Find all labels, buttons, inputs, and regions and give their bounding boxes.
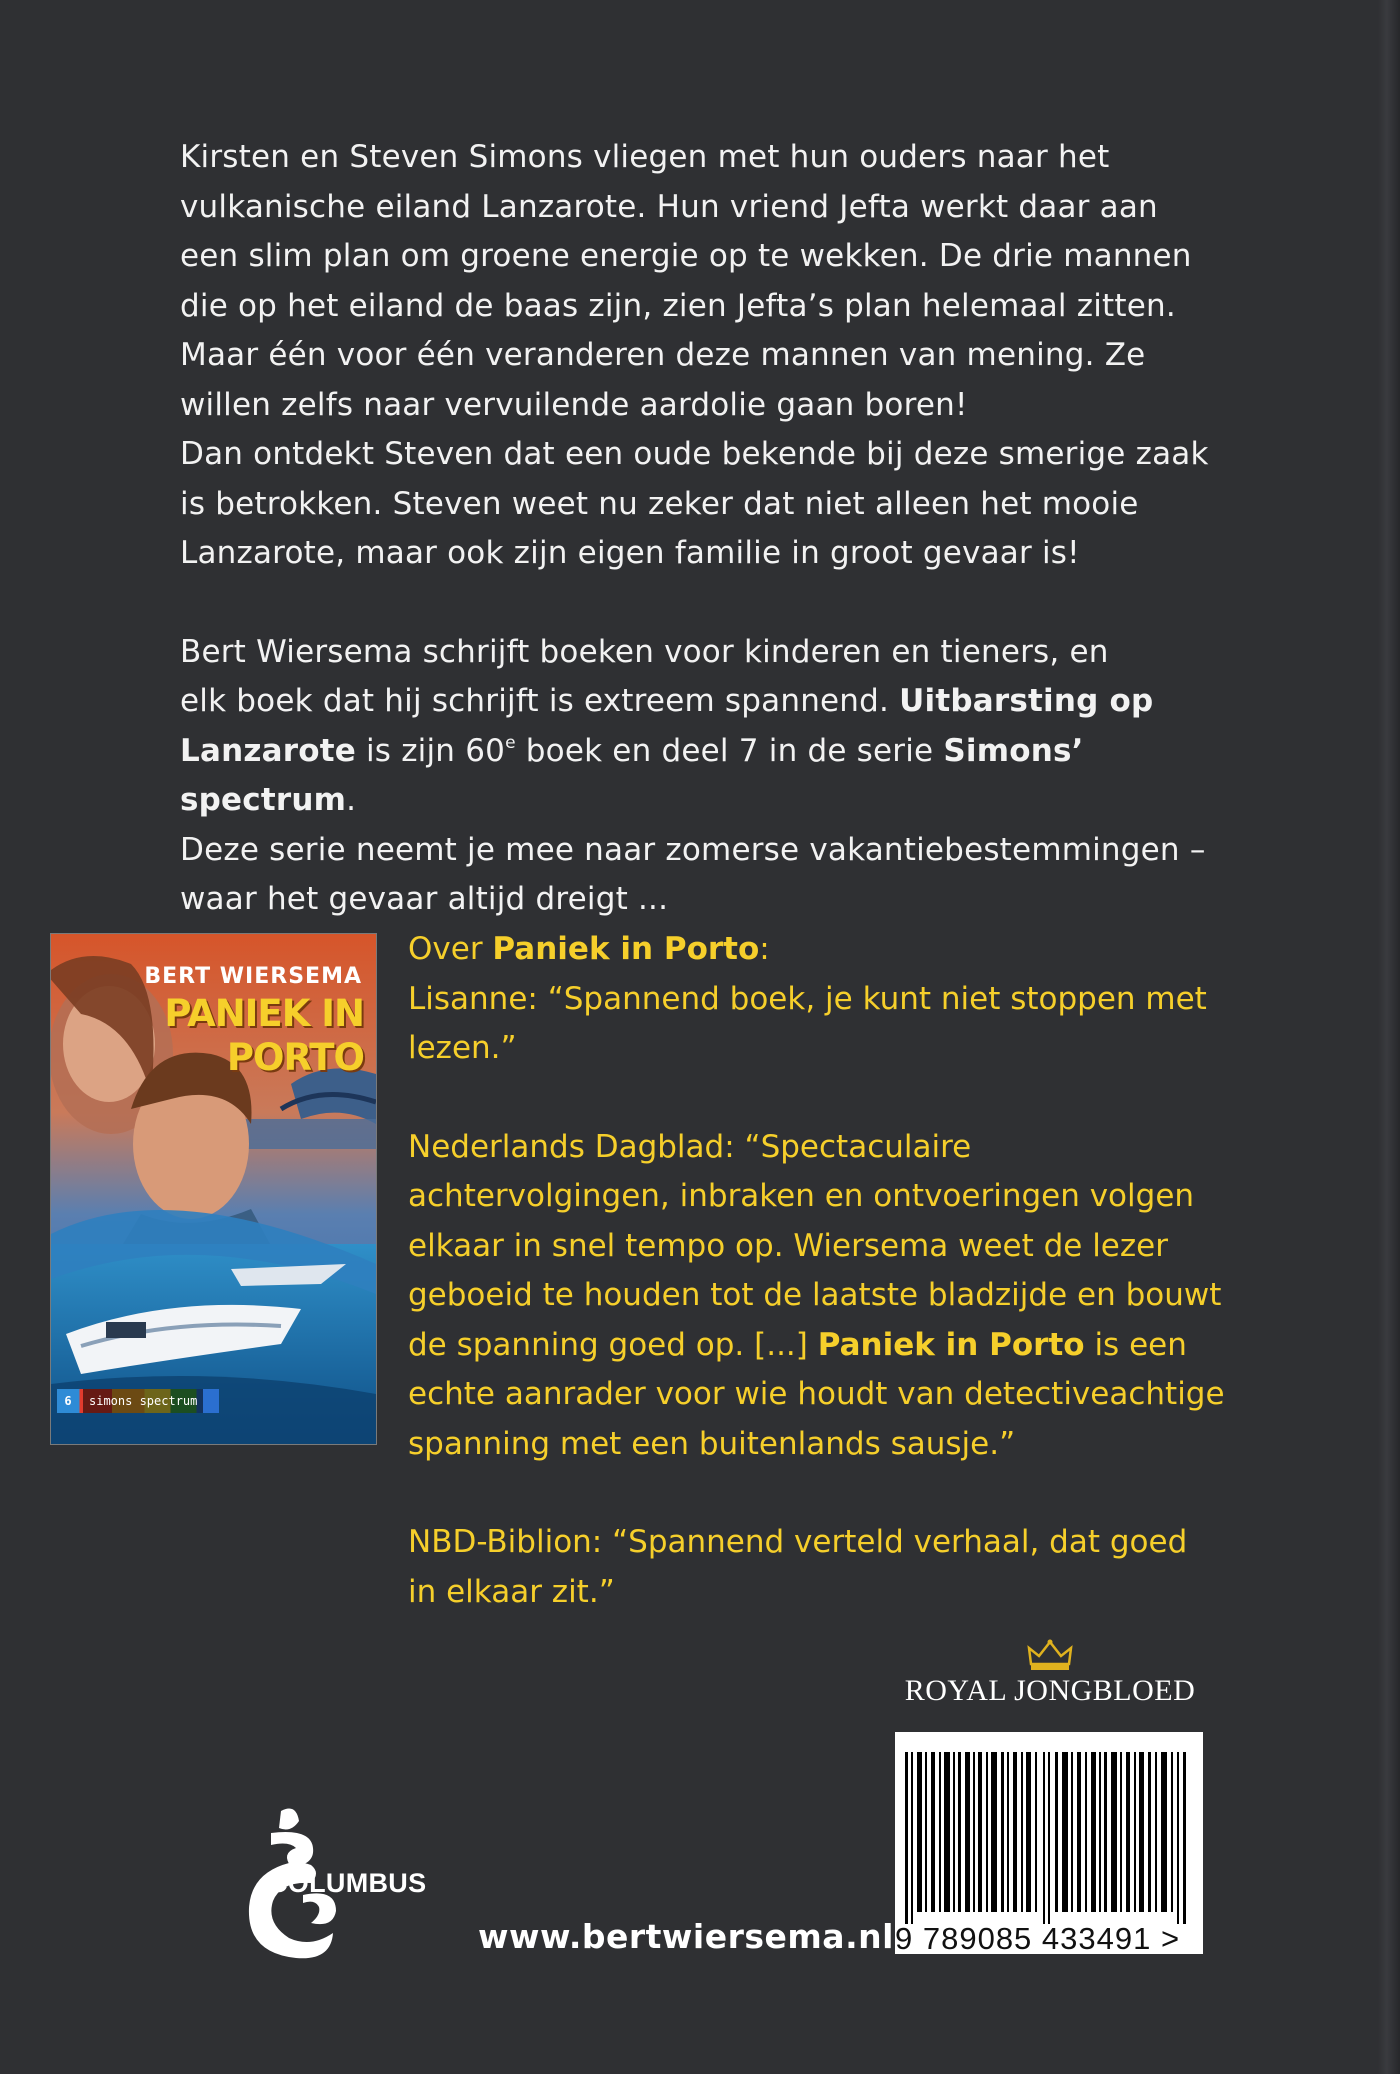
review-line: de spanning goed op. [...] Paniek in Porto is een xyxy=(408,1326,1187,1363)
imprint-name: COLUMBUS xyxy=(268,1868,427,1898)
blurb-line: Lanzarote, maar ook zijn eigen familie in groot gevaar is! xyxy=(180,535,1080,571)
series-number: 6 xyxy=(64,1394,72,1408)
cover-title: PANIEK IN PORTO xyxy=(164,992,364,1079)
author-bio-line: Lanzarote is zijn 60e boek en deel 7 in de serie Simons’ spectrum. xyxy=(180,732,1084,818)
blurb-line: een slim plan om groene energie op te wekken. De drie mannen xyxy=(180,238,1192,274)
spine-edge xyxy=(1378,0,1400,2074)
review-line: geboeid te houden tot de laatste bladzijde en bouwt xyxy=(408,1277,1222,1313)
book-title-bold: Lanzarote xyxy=(180,732,356,769)
review-line: Nederlands Dagblad: “Spectaculaire xyxy=(408,1128,972,1165)
blurb-line: Maar één voor één veranderen deze mannen van mening. Ze xyxy=(180,337,1146,373)
review-line: lezen.” xyxy=(408,1030,517,1066)
review-line: in elkaar zit.” xyxy=(408,1573,615,1610)
blurb-line: willen zelfs naar vervuilende aardolie gaan boren! xyxy=(180,386,968,423)
barcode-bars-icon xyxy=(905,1752,1193,1927)
author-bio-line: Deze serie neemt je mee naar zomerse vakantiebestemmingen – xyxy=(180,831,1206,868)
blurb-line: Dan ontdekt Steven dat een oude bekende bij deze smerige zaak xyxy=(180,436,1209,472)
previous-book-cover xyxy=(50,933,377,1445)
author-bio-line: Bert Wiersema schrijft boeken voor kinderen en tieners, en xyxy=(180,633,1109,670)
book-title-bold: Uitbarsting op xyxy=(899,683,1154,719)
review-line: spanning met een buitenlands sausje.” xyxy=(408,1425,1016,1462)
author-website: www.bertwiersema.nl xyxy=(478,1917,894,1956)
back-cover-blurb xyxy=(180,133,1260,925)
blurb-line: vulkanische eiland Lanzarote. Hun vriend Jefta werkt daar aan xyxy=(180,188,1158,225)
cover-author: BERT WIERSEMA xyxy=(144,964,362,989)
isbn-digits: 9 789085 433491 > xyxy=(895,1924,1203,1954)
author-bio-line: elk boek dat hij schrijft is extreem spannend. Uitbarsting op xyxy=(180,683,1154,719)
review-line: elkaar in snel tempo op. Wiersema weet de lezer xyxy=(408,1227,1168,1264)
cover-series-band xyxy=(57,1389,219,1413)
review-line: echte aanrader voor wie houdt van detectiveachtige xyxy=(408,1376,1225,1412)
author-bio-line: waar het gevaar altijd dreigt ... xyxy=(180,881,669,917)
review-quotes xyxy=(408,925,1288,1617)
reviews-heading: Over Paniek in Porto: xyxy=(408,931,770,967)
review-line: Lisanne: “Spannend boek, je kunt niet stoppen met xyxy=(408,980,1207,1017)
blurb-line: is betrokken. Steven weet nu zeker dat niet alleen het mooie xyxy=(180,485,1139,522)
blurb-line: die op het eiland de baas zijn, zien Jefta’s plan helemaal zitten. xyxy=(180,287,1176,324)
publisher-name: ROYAL JONGBLOED xyxy=(904,1674,1196,1707)
review-line: NBD-Biblion: “Spannend verteld verhaal, dat goed xyxy=(408,1524,1188,1560)
blurb-line: Kirsten en Steven Simons vliegen met hun ouders naar het xyxy=(180,139,1110,175)
publisher-logo xyxy=(890,1638,1210,1708)
series-label: simons spectrum xyxy=(83,1389,203,1413)
review-line: achtervolgingen, inbraken en ontvoeringen volgen xyxy=(408,1178,1195,1214)
series-name-bold: Simons’ spectrum xyxy=(180,732,1084,818)
crown-icon xyxy=(1027,1638,1073,1672)
barcode xyxy=(895,1732,1203,1927)
